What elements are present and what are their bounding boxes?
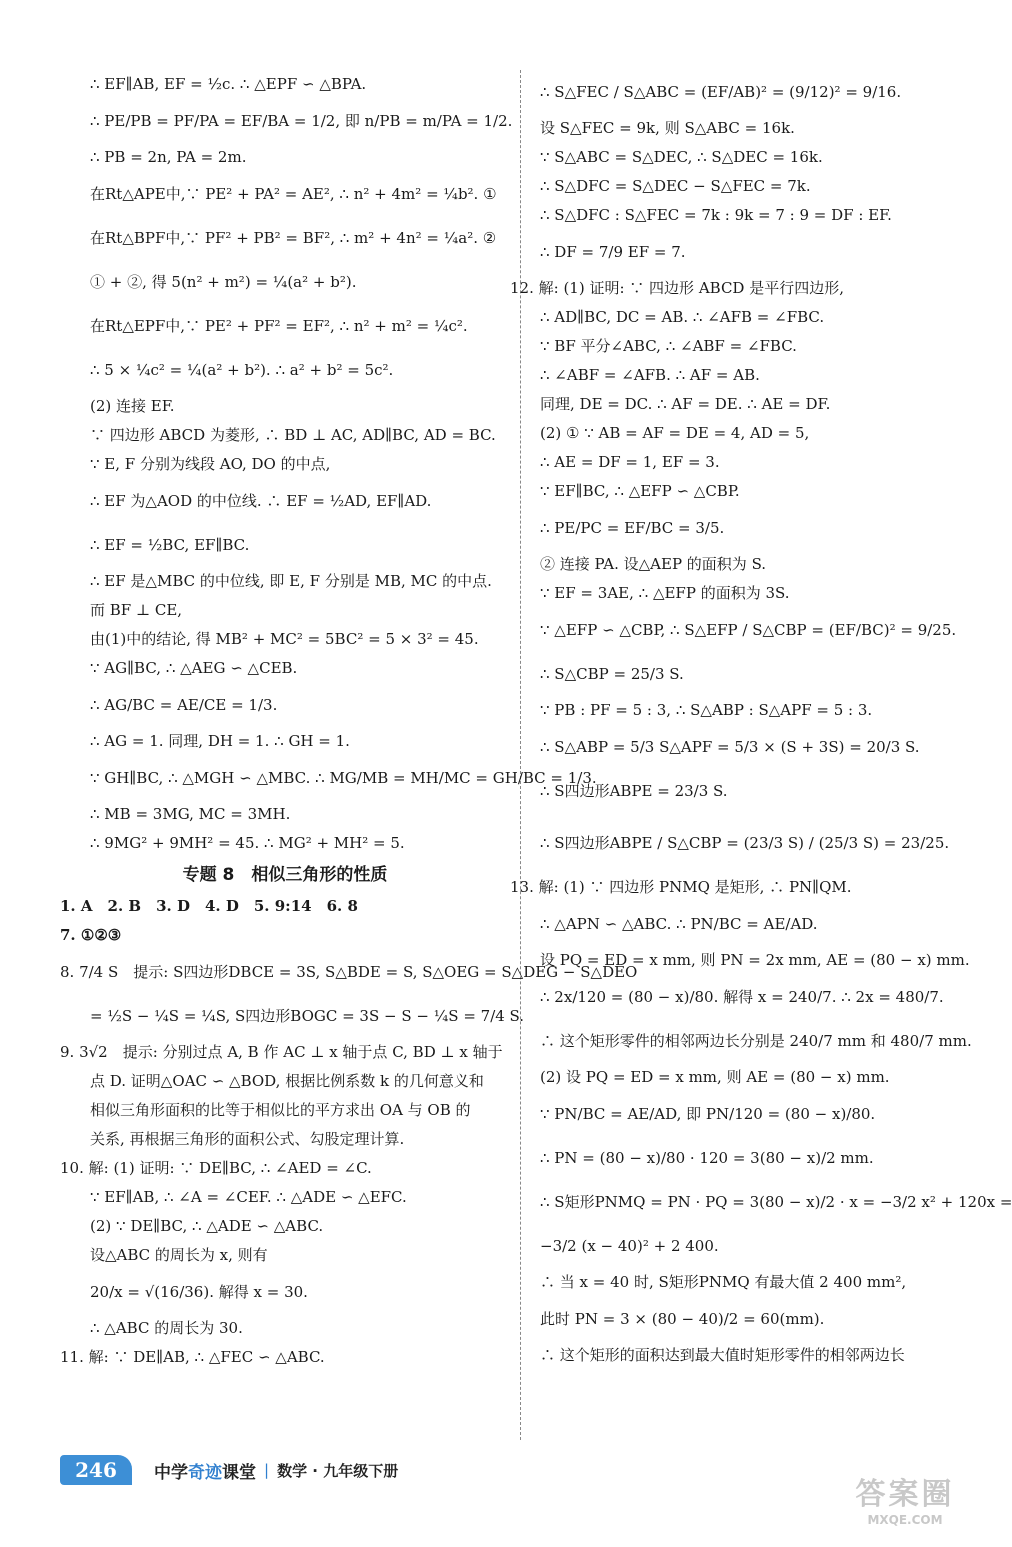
answer-line: ∴ △ABC 的周长为 30. [90, 1319, 243, 1337]
solution-line: ∴ 5 × ¼c² = ¼(a² + b²). ∴ a² + b² = 5c². [90, 361, 394, 379]
watermark-url: MXQE.COM [867, 1513, 943, 1527]
solution-line: ∴ S△FEC / S△ABC = (EF/AB)² = (9/12)² = 9/16. [540, 83, 902, 101]
solution-line: ① + ②, 得 5(n² + m²) = ¼(a² + b²). [90, 273, 357, 291]
solution-line: ∴ AG = 1. 同理, DH = 1. ∴ GH = 1. [90, 732, 350, 750]
solution-line: ∴ EF = ½BC, EF∥BC. [90, 536, 250, 554]
solution-line: ∴ AG/BC = AE/CE = 1/3. [90, 696, 278, 714]
solution-line: ∴ PE/PB = PF/PA = EF/BA = 1/2, 即 n/PB = m/PA = 1/2. [90, 112, 513, 130]
solution-line: ∴ S△ABP = 5/3 S△APF = 5/3 × (S + 3S) = 20/3 S. [540, 738, 920, 756]
solution-line: 设 PQ = ED = x mm, 则 PN = 2x mm, AE = (80 − x) mm. [540, 951, 970, 969]
solution-line: ∴ S△CBP = 25/3 S. [540, 665, 684, 683]
solution-line: ∴ EF 是△MBC 的中位线, 即 E, F 分别是 MB, MC 的中点. [90, 572, 492, 590]
solution-line: (2) 连接 EF. [90, 397, 175, 415]
series-title [154, 1458, 256, 1483]
solution-line: ∴ S四边形ABPE = 23/3 S. [540, 782, 728, 800]
solution-line: ∵ 四边形 ABCD 为菱形, ∴ BD ⊥ AC, AD∥BC, AD = BC. [90, 426, 496, 444]
solution-line: (2) 设 PQ = ED = x mm, 则 AE = (80 − x) mm. [540, 1068, 890, 1086]
solution-line: 在Rt△BPF中,∵ PF² + PB² = BF², ∴ m² + 4n² = ¼a². ② [90, 229, 497, 247]
subject-label: 数学 · 九年级下册 [277, 1461, 399, 1480]
answer-line: 关系, 再根据三角形的面积公式、勾股定理计算. [90, 1130, 405, 1148]
solution-line: ∴ △APN ∽ △ABC. ∴ PN/BC = AE/AD. [540, 915, 818, 933]
answer-line: 1. A 2. B 3. D 4. D 5. 9:14 6. 8 [60, 897, 358, 915]
solution-line: ∴ MB = 3MG, MC = 3MH. [90, 805, 291, 823]
solution-line: 同理, DE = DC. ∴ AF = DE. ∴ AE = DF. [540, 395, 831, 413]
solution-line: ∴ PN = (80 − x)/80 · 120 = 3(80 − x)/2 mm. [540, 1149, 874, 1167]
answer-line: 点 D. 证明△OAC ∽ △BOD, 根据比例系数 k 的几何意义和 [90, 1072, 484, 1090]
solution-line: ∵ BF 平分∠ABC, ∴ ∠ABF = ∠FBC. [540, 337, 797, 355]
solution-line: ∴ 这个矩形的面积达到最大值时矩形零件的相邻两边长 [540, 1346, 905, 1364]
answer-line: 11. 解: ∵ DE∥AB, ∴ △FEC ∽ △ABC. [60, 1348, 325, 1366]
solution-line: ∵ AG∥BC, ∴ △AEG ∽ △CEB. [90, 659, 298, 677]
right-column [510, 70, 1012, 1370]
section-heading: 专题 8 相似三角形的性质 [182, 865, 388, 885]
solution-line: ∴ 9MG² + 9MH² = 45. ∴ MG² + MH² = 5. [90, 834, 405, 852]
solution-line: ∴ AE = DF = 1, EF = 3. [540, 453, 720, 471]
solution-line: ∴ DF = 7/9 EF = 7. [540, 243, 686, 261]
solution-line: 13. 解: (1) ∵ 四边形 PNMQ 是矩形, ∴ PN∥QM. [510, 878, 852, 896]
solution-line: ∴ S△DFC : S△FEC = 7k : 9k = 7 : 9 = DF : EF. [540, 206, 892, 224]
solution-line: ∴ S矩形PNMQ = PN · PQ = 3(80 − x)/2 · x = −3/2 x² + 120x = [540, 1193, 1012, 1211]
answer-line: 9. 3√2 提示: 分别过点 A, B 作 AC ⊥ x 轴于点 C, BD ⊥ x 轴于 [60, 1043, 503, 1061]
solution-line: (2) ① ∵ AB = AF = DE = 4, AD = 5, [540, 424, 810, 442]
solution-line: ∴ PB = 2n, PA = 2m. [90, 148, 247, 166]
footer-separator: | [264, 1461, 270, 1479]
page-footer [60, 1452, 398, 1488]
solution-line: 在Rt△EPF中,∵ PE² + PF² = EF², ∴ n² + m² = ¼c². [90, 317, 468, 335]
solution-line: 在Rt△APE中,∵ PE² + PA² = AE², ∴ n² + 4m² = ¼b². ① [90, 185, 497, 203]
answer-line: 7. ①②③ [60, 926, 122, 944]
watermark-text: 答案圈 [855, 1477, 955, 1512]
solution-line: ∵ △EFP ∽ △CBP, ∴ S△EFP / S△CBP = (EF/BC)² = 9/25. [540, 621, 957, 639]
answer-line: 10. 解: (1) 证明: ∵ DE∥BC, ∴ ∠AED = ∠C. [60, 1159, 372, 1177]
watermark-logo [830, 1469, 980, 1529]
answer-line: 相似三角形面积的比等于相似比的平方求出 OA 与 OB 的 [90, 1101, 471, 1119]
answer-line: (2) ∵ DE∥BC, ∴ △ADE ∽ △ABC. [90, 1217, 324, 1235]
answer-line: 20/x = √(16/36). 解得 x = 30. [90, 1283, 308, 1301]
page-number: 246 [60, 1455, 132, 1485]
answer-line: 设△ABC 的周长为 x, 则有 [90, 1246, 268, 1264]
solution-line: ∴ PE/PC = EF/BC = 3/5. [540, 519, 725, 537]
answer-line: 8. 7/4 S 提示: S四边形DBCE = 3S, S△BDE = S, S△OEG = S△DEG − S△DEO [60, 963, 638, 981]
answer-line: ∵ EF∥AB, ∴ ∠A = ∠CEF. ∴ △ADE ∽ △EFC. [90, 1188, 407, 1206]
solution-line: 设 S△FEC = 9k, 则 S△ABC = 16k. [540, 119, 795, 137]
solution-line: ∵ PB : PF = 5 : 3, ∴ S△ABP : S△APF = 5 : 3. [540, 701, 873, 719]
solution-line: ∴ EF 为△AOD 的中位线. ∴ EF = ½AD, EF∥AD. [90, 492, 432, 510]
solution-line: ∵ E, F 分别为线段 AO, DO 的中点, [90, 455, 331, 473]
solution-line: ∵ EF∥BC, ∴ △EFP ∽ △CBP. [540, 482, 740, 500]
solution-line: ∴ AD∥BC, DC = AB. ∴ ∠AFB = ∠FBC. [540, 308, 825, 326]
solution-line: ∴ 当 x = 40 时, S矩形PNMQ 有最大值 2 400 mm², [540, 1273, 907, 1291]
solution-line: ∴ EF∥AB, EF = ½c. ∴ △EPF ∽ △BPA. [90, 75, 367, 93]
answer-line: = ½S − ¼S = ¼S, S四边形BOGC = 3S − S − ¼S = 7/4 S. [90, 1007, 525, 1025]
solution-line: ∴ 这个矩形零件的相邻两边长分别是 240/7 mm 和 480/7 mm. [540, 1032, 972, 1050]
solution-line: ∴ S△DFC = S△DEC − S△FEC = 7k. [540, 177, 811, 195]
solution-line: 此时 PN = 3 × (80 − 40)/2 = 60(mm). [540, 1310, 825, 1328]
solution-line: −3/2 (x − 40)² + 2 400. [540, 1237, 719, 1255]
series-title-b: 课堂 [222, 1462, 256, 1483]
solution-line: ∴ S四边形ABPE / S△CBP = (23/3 S) / (25/3 S) = 23/25. [540, 834, 950, 852]
solution-line: ∵ GH∥BC, ∴ △MGH ∽ △MBC. ∴ MG/MB = MH/MC = GH/BC = 1/3. [90, 769, 597, 787]
series-title-accent: 奇迹 [188, 1462, 222, 1483]
solution-line: ∵ PN/BC = AE/AD, 即 PN/120 = (80 − x)/80. [540, 1105, 876, 1123]
solution-line: ② 连接 PA. 设△AEP 的面积为 S. [540, 555, 767, 573]
solution-line: ∴ ∠ABF = ∠AFB. ∴ AF = AB. [540, 366, 760, 384]
solution-line: 而 BF ⊥ CE, [90, 601, 183, 619]
solution-line: 12. 解: (1) 证明: ∵ 四边形 ABCD 是平行四边形, [510, 279, 844, 297]
solution-line: ∵ S△ABC = S△DEC, ∴ S△DEC = 16k. [540, 148, 823, 166]
solution-line: 由(1)中的结论, 得 MB² + MC² = 5BC² = 5 × 3² = 45. [90, 630, 479, 648]
solution-line: ∴ 2x/120 = (80 − x)/80. 解得 x = 240/7. ∴ 2x = 480/7. [540, 988, 944, 1006]
solution-line: ∵ EF = 3AE, ∴ △EFP 的面积为 3S. [540, 584, 790, 602]
series-title-a: 中学 [154, 1462, 188, 1483]
